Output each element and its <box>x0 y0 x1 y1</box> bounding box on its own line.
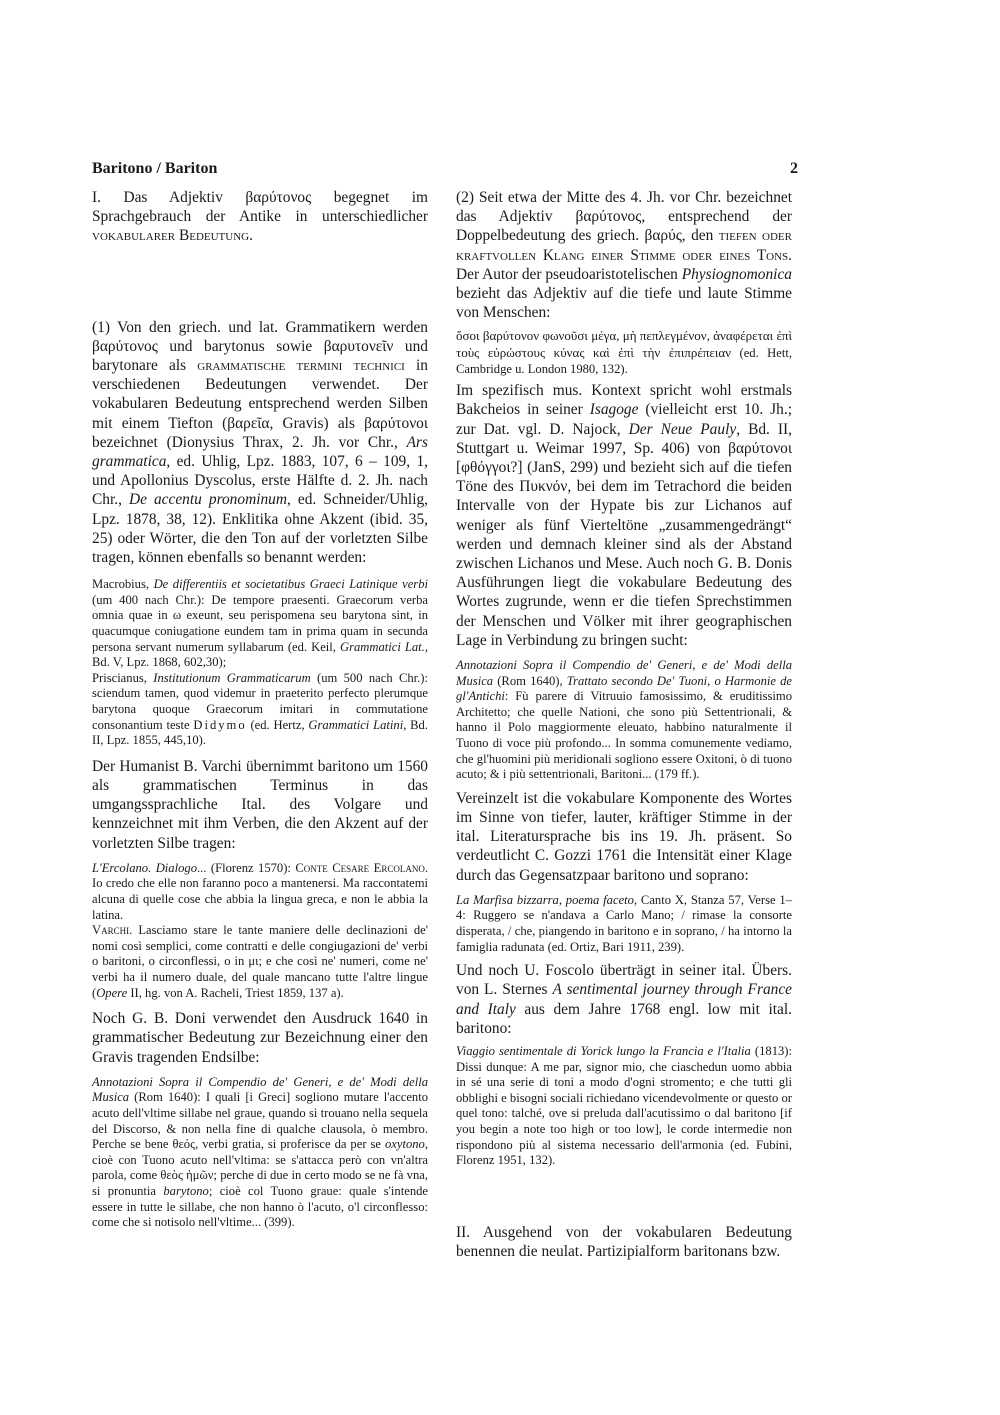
quote-physiognomonica: ὅσοι βαρύτονον φωνοῦσι μέγα, μὴ πεπλεγμένον, ἀναφέρεται ἐπὶ τοὺς εὐρώστους κύνας καὶ ἐπὶ τὴν ἐπιπρέπειαν (ed. Hett, Cambridge u. London 1980, 132). <box>456 328 793 376</box>
quote-priscianus: Priscianus, Institutionum Grammaticarum (um 500 nach Chr.): sciendum tamen, quod videmur in praeterito perfecto plerumque barytona quoque Graecorum imitari in commutatione consonantium teste Didymo (ed. Hertz, Grammatici Latini, Bd. II, Lpz. 1855, 445,10). <box>92 670 429 748</box>
bakcheios-paragraph: Im spezifisch mus. Kontext spricht wohl erstmals Bakcheios in seiner Isagoge (vielleicht erst 10. Jh.; zur Dat. vgl. D. Najock, Der Neue Pauly, Bd. II, Stuttgart u. Weimar 1997, Sp. 406) von βαρύτονοι [φθόγγοι?] (JanS, 299) und bezieht sich auf die tiefen Töne des Πυκνόν, bei dem im Tetrachord die beiden Intervalle von der Hypate bis zur Lichanos auf weniger als fünf Vierteltöne „zusammengedrängt“ werden und demnach kleiner sind als der Abstand zwischen Lichanos und Mese. Auch noch G. B. Donis Ausführungen liegt die vokabulare Bedeutung des Wortes zugrunde, wenn er die tiefen Sprechstimmen der Menschen und Völker mit ihrer geographischen Lage in Verbindung zu bringen sucht: <box>456 382 793 649</box>
quote-macrobius: Macrobius, De differentiis et societatibus Graeci Latinique verbi (um 400 nach Chr.): De tempore praesenti. Graecorum verba omnia quae in ω exeunt, seu perispomena seu barytona sint, in quacumque coniugatione eundem tam in prima quam in secunda persona servant numerum syllabarum (ed. Keil, Grammatici Lat., Bd. V, Lpz. 1868, 602,30); <box>92 577 428 670</box>
quote-doni-trattato: Annotazioni Sopra il Compendio de' Generi, e de' Modi della Musica (Rom 1640), Trattato secondo De' Tuoni, o Harmonie de gl'Antichi: Fù parere di Vitruuio famosissimo, & eruditissimo Architetto; che quelle Nationi, che sono più Settentrionali, & hanno il Polo maggiormente eleuato, habbino naturalmente il Tuono di voce più profondo... In somma comunemente vediamo, che gl'huomini più meridionali sogliono essere Oxitoni, ò di tuono acuto; & i più settentrionali, Baritoni... (179 ff.). <box>456 658 792 782</box>
quote-varchi: Varchi. Lasciamo stare le tante maniere delle declinazioni de' nomi così semplici, come contratti e delle congiugazioni de' verbi o baritoni, o circonflessi, o in μι; e che così ne' numeri, come ne' verbi ha il numero duale, del quale mancano tutte l'altre lingue (Opere II, hg. von A. Racheli, Triest 1859, 137 a). <box>92 923 428 1000</box>
quote-doni-annotazioni: Annotazioni Sopra il Compendio de' Generi, e de' Modi della Musica (Rom 1640): I quali [i Greci] sogliono mutare l'accento acuto dell'vltime sillabe nel graue, quando si trouano nella sequela del Discorso, & non nella fine di qualche clausola, ò membro. Perche se bene θεός, verbi gratia, si proferisce da per se oxytono, cioè con Tuono acuto nell'vltima: se s'attacca però con vn'altra parola, come θεὸς ἡμῶν; perche di due in certo modo se ne fà vna, si pronuntia barytono; cioè col Tuono graue: quale s'intende essere in tutte le sillabe, che non hanno ò l'acuto, o'l circonflesso: come che si notisolo nell'vltime... (399). <box>92 1074 429 1230</box>
foscolo-paragraph: Und noch U. Foscolo überträgt in seiner ital. Übers. von L. Sternes A sentimental journey through France and Italy aus dem Jahre 1768 engl. low mit ital. baritono: <box>456 962 792 1037</box>
running-header <box>92 160 798 178</box>
varchi-paragraph: Der Humanist B. Varchi übernimmt baritono um 1560 als grammatischen Terminus in das umgangssprachliche Ital. des Volgare und kennzeichnet mit ihm Verben, die den Akzent auf der vorletzten Silbe tragen: <box>92 757 428 852</box>
header-title: Baritono / Bariton <box>92 160 218 177</box>
quote-foscolo: Viaggio sentimentale di Yorick lungo la Francia e l'Italia (1813): Dissi dunque: A me par, signor mio, che ciaschedun uomo abbia in sé una serie di toni a modo d'ogni stromento; e che tutti gli obblighi e bisogni sociali richiedano vicendevolmente or questo or quel tono: talché, ove si preluda dall'acutissimo o dal baritono [if you begin a note too high or too low], le corde intermedie non rispondono più al sistema necessario dell'armonia (ed. Fubini, Florenz 1951, 132). <box>456 1044 792 1168</box>
gozzi-paragraph: Vereinzelt ist die vokabulare Komponente des Wortes im Sinne von tiefer, lauter, kräftiger Stimme in der ital. Literatursprache bis ins 19. Jh. präsent. So verdeutlicht C. Gozzi 1761 die Intensität einer Klage durch das Gegensatzpaar baritono und soprano: <box>456 789 792 884</box>
page-number: 2 <box>790 160 798 177</box>
intro-paragraph: I. Das Adjektiv βαρύτονος begegnet im Sprachgebrauch der Antike in unterschiedlicher vokabularer Bedeutung. <box>92 189 428 245</box>
right-column <box>456 188 792 1261</box>
section-1-paragraph: (1) Von den griech. und lat. Grammatikern werden βαρύτονος und barytonus sowie βαρυτονεῖν und barytonare als grammatische termini technici in verschiedenen Bedeutungen verwendet. Der vokabularen Bedeutung entsprechend werden Silben mit einem Tiefton (βαρεῖα, Gravis) als βαρύτονοι bezeichnet (Dionysius Thrax, 2. Jh. vor Chr., Ars grammatica, ed. Uhlig, Lpz. 1883, 107, 6 – 109, 1, und Apollonius Dyscolus, erste Hälfte d. 2. Jh. nach Chr., De accentu pronominum, ed. Schneider/Uhlig, Lpz. 1878, 38, 12). Enklitika ohne Akzent (ibid. 35, 25) oder Wörter, die den Ton auf der vorletzten Silbe tragen, können ebenfalls so benannt werden: <box>92 318 429 567</box>
quote-ercolano: L'Ercolano. Dialogo... (Florenz 1570): Conte Cesare Ercolano. Io credo che elle non faranno poco a mantenersi. Ma raccontatemi alcuna di quelle cose che abbia la lingua greca, e non le abbia la latina. <box>92 860 428 922</box>
section-ii-paragraph: II. Ausgehend von der vokabularen Bedeutung benennen die neulat. Partizipialform baritonans bzw. <box>456 1223 792 1260</box>
section-2-paragraph: (2) Seit etwa der Mitte des 4. Jh. vor Chr. bezeichnet das Adjektiv βαρύτονος, entsprechend der Doppelbedeutung des griech. βαρύς, den tiefen oder kraftvollen Klang einer Stimme oder eines Tons. Der Autor der pseudoaristotelischen Physiognomonica bezieht das Adjektiv auf die tiefe und laute Stimme von Menschen: <box>456 189 792 322</box>
left-column <box>92 188 428 1239</box>
doni-paragraph: Noch G. B. Doni verwendet den Ausdruck 1640 in grammatischer Bedeutung zur Bezeichnung einer den Gravis tragenden Endsilbe: <box>92 1010 428 1066</box>
quote-gozzi: La Marfisa bizzarra, poema faceto, Canto X, Stanza 57, Verse 1–4: Ruggero se n'andava a Carlo Mano; / rimase la consorte disperata, / che, piangendo in baritono e in soprano, / ha intorno la famiglia radunata (ed. Ortiz, Bari 1911, 239). <box>456 892 792 954</box>
